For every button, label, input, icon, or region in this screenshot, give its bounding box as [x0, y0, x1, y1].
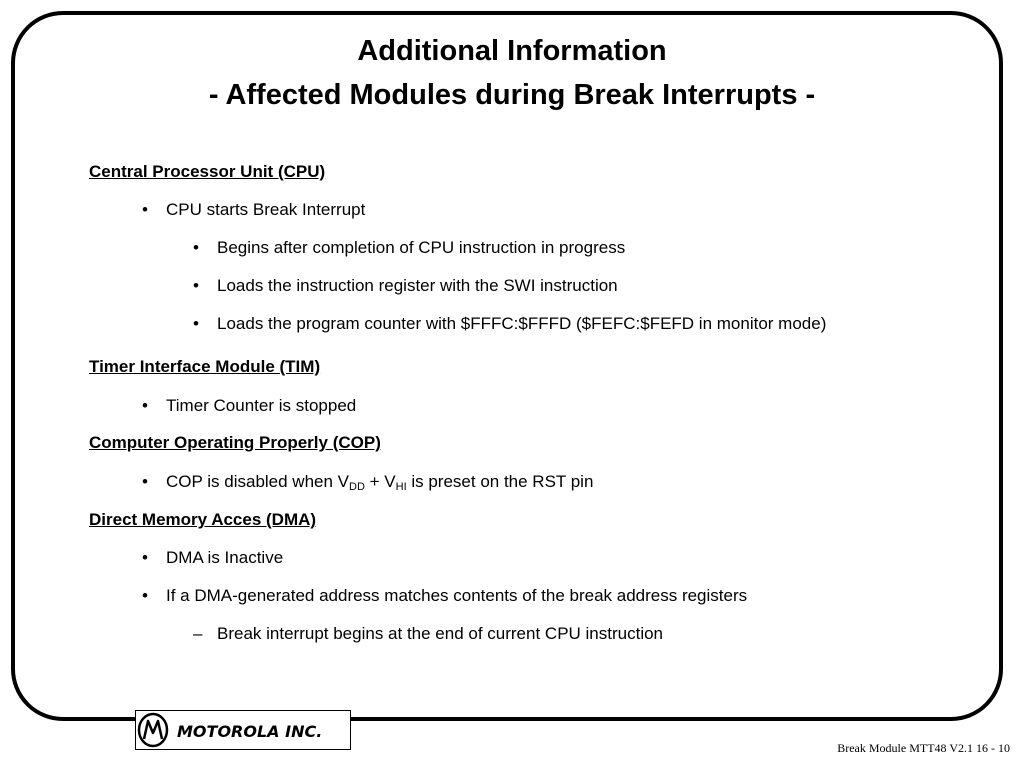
- footer-text: Break Module MTT48 V2.1 16 - 10: [837, 741, 1010, 755]
- bullet-marker: •: [193, 238, 199, 257]
- motorola-logo: [135, 710, 351, 750]
- logo-wordmark: MOTOROLA INC.: [177, 722, 323, 741]
- bullet-marker: •: [142, 396, 148, 415]
- bullet-marker: •: [193, 314, 199, 333]
- tim-heading: Timer Interface Module (TIM): [89, 357, 321, 376]
- dma-item-inactive: DMA is Inactive: [166, 548, 284, 567]
- cop-text-part: is preset on the RST pin: [406, 472, 594, 491]
- cpu-subitem-program-counter: Loads the program counter with $FFFC:$FFFD ($FEFC:$FEFD in monitor mode): [217, 314, 827, 333]
- bullet-marker: •: [142, 472, 148, 491]
- cop-item-disabled: [166, 472, 593, 492]
- cpu-heading: Central Processor Unit (CPU): [89, 162, 326, 181]
- cpu-subitem-instruction-register: Loads the instruction register with the SWI instruction: [217, 276, 618, 295]
- tim-item-counter-stopped: Timer Counter is stopped: [166, 396, 357, 415]
- slide-subtitle: - Affected Modules during Break Interrupts -: [208, 79, 816, 111]
- dma-item-address-match: If a DMA-generated address matches contents of the break address registers: [166, 586, 748, 605]
- vdd-subscript: DD: [349, 481, 365, 493]
- cop-text-part: + V: [364, 472, 396, 491]
- dash-marker: –: [193, 624, 203, 643]
- cpu-subitem-begins: Begins after completion of CPU instruction in progress: [217, 238, 626, 257]
- motorola-logo-graphic: [135, 710, 351, 750]
- slide-title: Additional Information: [357, 35, 667, 67]
- bullet-marker: •: [142, 200, 148, 219]
- bullet-marker: •: [193, 276, 199, 295]
- vhi-subscript: HI: [395, 481, 407, 493]
- cop-text-part: COP is disabled when V: [166, 472, 350, 491]
- bullet-marker: •: [142, 586, 148, 605]
- bullet-marker: •: [142, 548, 148, 567]
- cpu-item-break-start: CPU starts Break Interrupt: [166, 200, 366, 219]
- dma-heading: Direct Memory Acces (DMA): [89, 510, 317, 529]
- cop-heading: Computer Operating Properly (COP): [89, 433, 381, 452]
- dma-subitem-break-interrupt: Break interrupt begins at the end of current CPU instruction: [217, 624, 664, 643]
